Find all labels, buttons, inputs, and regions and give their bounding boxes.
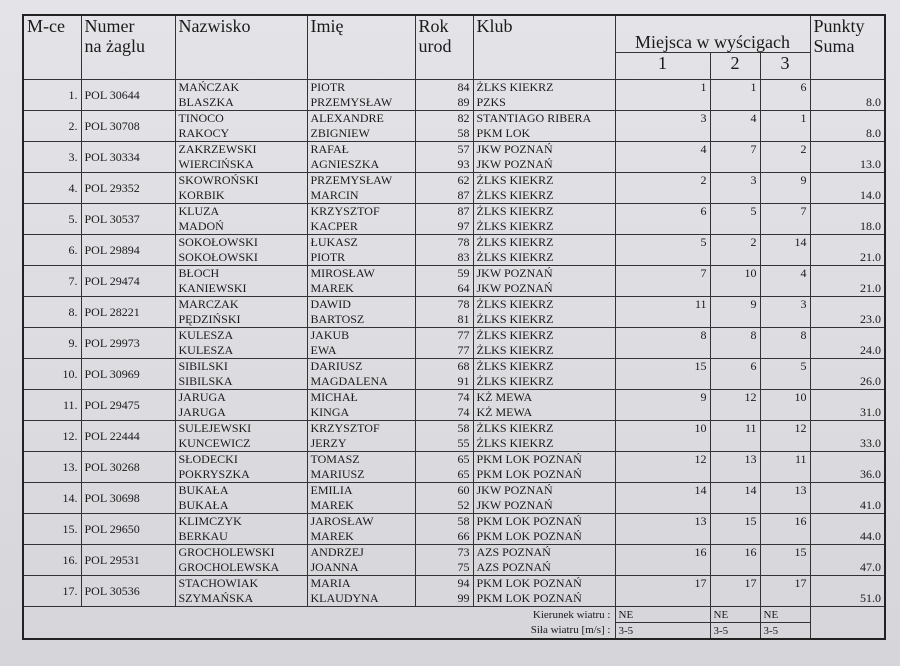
first-names: KRZYSZTOF JERZY bbox=[307, 421, 415, 452]
header-position: M-ce bbox=[23, 15, 81, 80]
race-2-place: 7 bbox=[710, 142, 760, 173]
first-names: JAKUB EWA bbox=[307, 328, 415, 359]
surnames: MARCZAK PĘDZIŃSKI bbox=[175, 297, 307, 328]
table-row bbox=[23, 80, 885, 111]
sail-number: POL 29475 bbox=[81, 390, 175, 421]
points-sum: 21.0 bbox=[810, 235, 885, 266]
clubs: AZS POZNAŃ AZS POZNAŃ bbox=[473, 545, 615, 576]
race-3-place: 17 bbox=[760, 576, 810, 607]
position: 7. bbox=[23, 266, 81, 297]
race-3-place: 11 bbox=[760, 452, 810, 483]
clubs: ŻLKS KIEKRZ ŻLKS KIEKRZ bbox=[473, 235, 615, 266]
points-sum: 8.0 bbox=[810, 111, 885, 142]
surnames: SOKOŁOWSKI SOKOŁOWSKI bbox=[175, 235, 307, 266]
race-1-place: 15 bbox=[615, 359, 710, 390]
race-1-place: 4 bbox=[615, 142, 710, 173]
race-2-place: 12 bbox=[710, 390, 760, 421]
first-names: RAFAŁ AGNIESZKA bbox=[307, 142, 415, 173]
table-row bbox=[23, 173, 885, 204]
position: 9. bbox=[23, 328, 81, 359]
birth-years: 78 83 bbox=[415, 235, 473, 266]
clubs: ŻLKS KIEKRZ PZKS bbox=[473, 80, 615, 111]
surnames: TINOCO RAKOCY bbox=[175, 111, 307, 142]
points-sum: 26.0 bbox=[810, 359, 885, 390]
table-row bbox=[23, 452, 885, 483]
sail-number: POL 29352 bbox=[81, 173, 175, 204]
first-names: DAWID BARTOSZ bbox=[307, 297, 415, 328]
wind-direction-2: NE bbox=[710, 607, 760, 623]
table-row bbox=[23, 142, 885, 173]
first-names: MARIA KLAUDYNA bbox=[307, 576, 415, 607]
race-1-place: 3 bbox=[615, 111, 710, 142]
points-sum: 33.0 bbox=[810, 421, 885, 452]
race-2-place: 5 bbox=[710, 204, 760, 235]
header-sail-number: Numer na żaglu bbox=[81, 15, 175, 80]
points-sum: 18.0 bbox=[810, 204, 885, 235]
race-2-place: 10 bbox=[710, 266, 760, 297]
race-1-place: 14 bbox=[615, 483, 710, 514]
race-2-place: 17 bbox=[710, 576, 760, 607]
header-birth-year: Rok urod bbox=[415, 15, 473, 80]
birth-years: 65 65 bbox=[415, 452, 473, 483]
footer-spacer bbox=[810, 607, 885, 623]
race-1-place: 2 bbox=[615, 173, 710, 204]
race-1-place: 16 bbox=[615, 545, 710, 576]
surnames: GROCHOLEWSKI GROCHOLEWSKA bbox=[175, 545, 307, 576]
birth-years: 74 74 bbox=[415, 390, 473, 421]
position: 16. bbox=[23, 545, 81, 576]
sail-number: POL 30969 bbox=[81, 359, 175, 390]
birth-years: 87 97 bbox=[415, 204, 473, 235]
surnames: KLIMCZYK BERKAU bbox=[175, 514, 307, 545]
position: 13. bbox=[23, 452, 81, 483]
position: 2. bbox=[23, 111, 81, 142]
clubs: PKM LOK POZNAŃ PKM LOK POZNAŃ bbox=[473, 452, 615, 483]
sail-number: POL 30708 bbox=[81, 111, 175, 142]
race-3-place: 16 bbox=[760, 514, 810, 545]
clubs: ŻLKS KIEKRZ ŻLKS KIEKRZ bbox=[473, 359, 615, 390]
surnames: MAŃCZAK BLASZKA bbox=[175, 80, 307, 111]
first-names: PIOTR PRZEMYSŁAW bbox=[307, 80, 415, 111]
race-3-place: 10 bbox=[760, 390, 810, 421]
position: 14. bbox=[23, 483, 81, 514]
clubs: KŻ MEWA KŻ MEWA bbox=[473, 390, 615, 421]
table-row bbox=[23, 328, 885, 359]
race-3-place: 6 bbox=[760, 80, 810, 111]
position: 6. bbox=[23, 235, 81, 266]
sail-number: POL 29474 bbox=[81, 266, 175, 297]
clubs: ŻLKS KIEKRZ ŻLKS KIEKRZ bbox=[473, 297, 615, 328]
race-2-place: 11 bbox=[710, 421, 760, 452]
table-row bbox=[23, 111, 885, 142]
surnames: SŁODECKI POKRYSZKA bbox=[175, 452, 307, 483]
race-3-place: 4 bbox=[760, 266, 810, 297]
position: 8. bbox=[23, 297, 81, 328]
race-1-place: 7 bbox=[615, 266, 710, 297]
wind-direction-label: Kierunek wiatru : bbox=[23, 607, 615, 623]
results-table bbox=[22, 14, 886, 640]
clubs: ŻLKS KIEKRZ ŻLKS KIEKRZ bbox=[473, 173, 615, 204]
race-3-place: 3 bbox=[760, 297, 810, 328]
sail-number: POL 30536 bbox=[81, 576, 175, 607]
sail-number: POL 30698 bbox=[81, 483, 175, 514]
clubs: PKM LOK POZNAŃ PKM LOK POZNAŃ bbox=[473, 576, 615, 607]
position: 1. bbox=[23, 80, 81, 111]
first-names: JAROSŁAW MAREK bbox=[307, 514, 415, 545]
race-3-place: 14 bbox=[760, 235, 810, 266]
race-3-place: 2 bbox=[760, 142, 810, 173]
race-3-place: 15 bbox=[760, 545, 810, 576]
first-names: ALEXANDRE ZBIGNIEW bbox=[307, 111, 415, 142]
race-1-place: 12 bbox=[615, 452, 710, 483]
surnames: JARUGA JARUGA bbox=[175, 390, 307, 421]
points-sum: 51.0 bbox=[810, 576, 885, 607]
clubs: ŻLKS KIEKRZ ŻLKS KIEKRZ bbox=[473, 328, 615, 359]
race-2-place: 14 bbox=[710, 483, 760, 514]
table-row bbox=[23, 204, 885, 235]
header-surname: Nazwisko bbox=[175, 15, 307, 80]
sail-number: POL 29973 bbox=[81, 328, 175, 359]
wind-speed-3: 3-5 bbox=[760, 623, 810, 640]
race-1-place: 13 bbox=[615, 514, 710, 545]
race-2-place: 4 bbox=[710, 111, 760, 142]
race-1-place: 10 bbox=[615, 421, 710, 452]
surnames: SIBILSKI SIBILSKA bbox=[175, 359, 307, 390]
surnames: SKOWROŃSKI KORBIK bbox=[175, 173, 307, 204]
first-names: MICHAŁ KINGA bbox=[307, 390, 415, 421]
points-sum: 13.0 bbox=[810, 142, 885, 173]
birth-years: 82 58 bbox=[415, 111, 473, 142]
race-2-place: 13 bbox=[710, 452, 760, 483]
race-3-place: 9 bbox=[760, 173, 810, 204]
first-names: ŁUKASZ PIOTR bbox=[307, 235, 415, 266]
clubs: STANTIAGO RIBERA PKM LOK bbox=[473, 111, 615, 142]
race-2-place: 6 bbox=[710, 359, 760, 390]
header-race-places: Miejsca w wyścigach bbox=[615, 15, 810, 53]
results-body bbox=[23, 80, 885, 607]
surnames: BUKAŁA BUKAŁA bbox=[175, 483, 307, 514]
birth-years: 58 55 bbox=[415, 421, 473, 452]
surnames: KLUZA MADOŃ bbox=[175, 204, 307, 235]
race-3-place: 12 bbox=[760, 421, 810, 452]
sail-number: POL 28221 bbox=[81, 297, 175, 328]
race-2-place: 15 bbox=[710, 514, 760, 545]
wind-speed-2: 3-5 bbox=[710, 623, 760, 640]
race-1-place: 17 bbox=[615, 576, 710, 607]
first-names: TOMASZ MARIUSZ bbox=[307, 452, 415, 483]
points-sum: 23.0 bbox=[810, 297, 885, 328]
birth-years: 77 77 bbox=[415, 328, 473, 359]
points-sum: 47.0 bbox=[810, 545, 885, 576]
race-3-place: 7 bbox=[760, 204, 810, 235]
race-1-place: 9 bbox=[615, 390, 710, 421]
points-sum: 21.0 bbox=[810, 266, 885, 297]
surnames: ZAKRZEWSKI WIERCIŃSKA bbox=[175, 142, 307, 173]
race-1-place: 1 bbox=[615, 80, 710, 111]
footer-spacer bbox=[810, 623, 885, 640]
position: 15. bbox=[23, 514, 81, 545]
race-1-place: 6 bbox=[615, 204, 710, 235]
table-row bbox=[23, 545, 885, 576]
birth-years: 94 99 bbox=[415, 576, 473, 607]
sail-number: POL 30334 bbox=[81, 142, 175, 173]
race-2-place: 1 bbox=[710, 80, 760, 111]
position: 10. bbox=[23, 359, 81, 390]
header-race-3: 3 bbox=[760, 53, 810, 80]
clubs: ŻLKS KIEKRZ ŻLKS KIEKRZ bbox=[473, 204, 615, 235]
first-names: EMILIA MAREK bbox=[307, 483, 415, 514]
points-sum: 14.0 bbox=[810, 173, 885, 204]
race-2-place: 8 bbox=[710, 328, 760, 359]
sail-number: POL 29894 bbox=[81, 235, 175, 266]
position: 17. bbox=[23, 576, 81, 607]
first-names: DARIUSZ MAGDALENA bbox=[307, 359, 415, 390]
sail-number: POL 30644 bbox=[81, 80, 175, 111]
clubs: PKM LOK POZNAŃ PKM LOK POZNAŃ bbox=[473, 514, 615, 545]
header-points: Punkty Suma bbox=[810, 15, 885, 80]
points-sum: 8.0 bbox=[810, 80, 885, 111]
first-names: KRZYSZTOF KACPER bbox=[307, 204, 415, 235]
header-race-2: 2 bbox=[710, 53, 760, 80]
birth-years: 84 89 bbox=[415, 80, 473, 111]
clubs: JKW POZNAŃ JKW POZNAŃ bbox=[473, 483, 615, 514]
race-3-place: 1 bbox=[760, 111, 810, 142]
race-2-place: 2 bbox=[710, 235, 760, 266]
points-sum: 24.0 bbox=[810, 328, 885, 359]
race-1-place: 5 bbox=[615, 235, 710, 266]
birth-years: 60 52 bbox=[415, 483, 473, 514]
clubs: JKW POZNAŃ JKW POZNAŃ bbox=[473, 142, 615, 173]
birth-years: 59 64 bbox=[415, 266, 473, 297]
table-row bbox=[23, 266, 885, 297]
birth-years: 78 81 bbox=[415, 297, 473, 328]
surnames: SULEJEWSKI KUNCEWICZ bbox=[175, 421, 307, 452]
race-2-place: 9 bbox=[710, 297, 760, 328]
birth-years: 68 91 bbox=[415, 359, 473, 390]
wind-direction-3: NE bbox=[760, 607, 810, 623]
race-1-place: 11 bbox=[615, 297, 710, 328]
table-row bbox=[23, 514, 885, 545]
sail-number: POL 30268 bbox=[81, 452, 175, 483]
table-row bbox=[23, 297, 885, 328]
wind-speed-label: Siła wiatru [m/s] : bbox=[23, 623, 615, 640]
table-row bbox=[23, 576, 885, 607]
position: 12. bbox=[23, 421, 81, 452]
sail-number: POL 29650 bbox=[81, 514, 175, 545]
wind-direction-1: NE bbox=[615, 607, 710, 623]
race-3-place: 8 bbox=[760, 328, 810, 359]
position: 11. bbox=[23, 390, 81, 421]
header-first-name: Imię bbox=[307, 15, 415, 80]
header-club: Klub bbox=[473, 15, 615, 80]
race-3-place: 13 bbox=[760, 483, 810, 514]
header-row bbox=[23, 15, 885, 53]
position: 3. bbox=[23, 142, 81, 173]
race-3-place: 5 bbox=[760, 359, 810, 390]
points-sum: 36.0 bbox=[810, 452, 885, 483]
table-row bbox=[23, 483, 885, 514]
birth-years: 62 87 bbox=[415, 173, 473, 204]
birth-years: 57 93 bbox=[415, 142, 473, 173]
clubs: ŻLKS KIEKRZ ŻLKS KIEKRZ bbox=[473, 421, 615, 452]
header-race-1: 1 bbox=[615, 53, 710, 80]
first-names: PRZEMYSŁAW MARCIN bbox=[307, 173, 415, 204]
table-row bbox=[23, 359, 885, 390]
race-1-place: 8 bbox=[615, 328, 710, 359]
clubs: JKW POZNAŃ JKW POZNAŃ bbox=[473, 266, 615, 297]
first-names: ANDRZEJ JOANNA bbox=[307, 545, 415, 576]
sail-number: POL 29531 bbox=[81, 545, 175, 576]
birth-years: 58 66 bbox=[415, 514, 473, 545]
points-sum: 41.0 bbox=[810, 483, 885, 514]
surnames: STACHOWIAK SZYMAŃSKA bbox=[175, 576, 307, 607]
sail-number: POL 30537 bbox=[81, 204, 175, 235]
points-sum: 31.0 bbox=[810, 390, 885, 421]
table-row bbox=[23, 235, 885, 266]
surnames: KULESZA KULESZA bbox=[175, 328, 307, 359]
surnames: BŁOCH KANIEWSKI bbox=[175, 266, 307, 297]
table-row bbox=[23, 390, 885, 421]
birth-years: 73 75 bbox=[415, 545, 473, 576]
first-names: MIROSŁAW MAREK bbox=[307, 266, 415, 297]
wind-speed-1: 3-5 bbox=[615, 623, 710, 640]
wind-info bbox=[23, 607, 885, 640]
position: 4. bbox=[23, 173, 81, 204]
race-2-place: 16 bbox=[710, 545, 760, 576]
sail-number: POL 22444 bbox=[81, 421, 175, 452]
points-sum: 44.0 bbox=[810, 514, 885, 545]
table-row bbox=[23, 421, 885, 452]
position: 5. bbox=[23, 204, 81, 235]
race-2-place: 3 bbox=[710, 173, 760, 204]
